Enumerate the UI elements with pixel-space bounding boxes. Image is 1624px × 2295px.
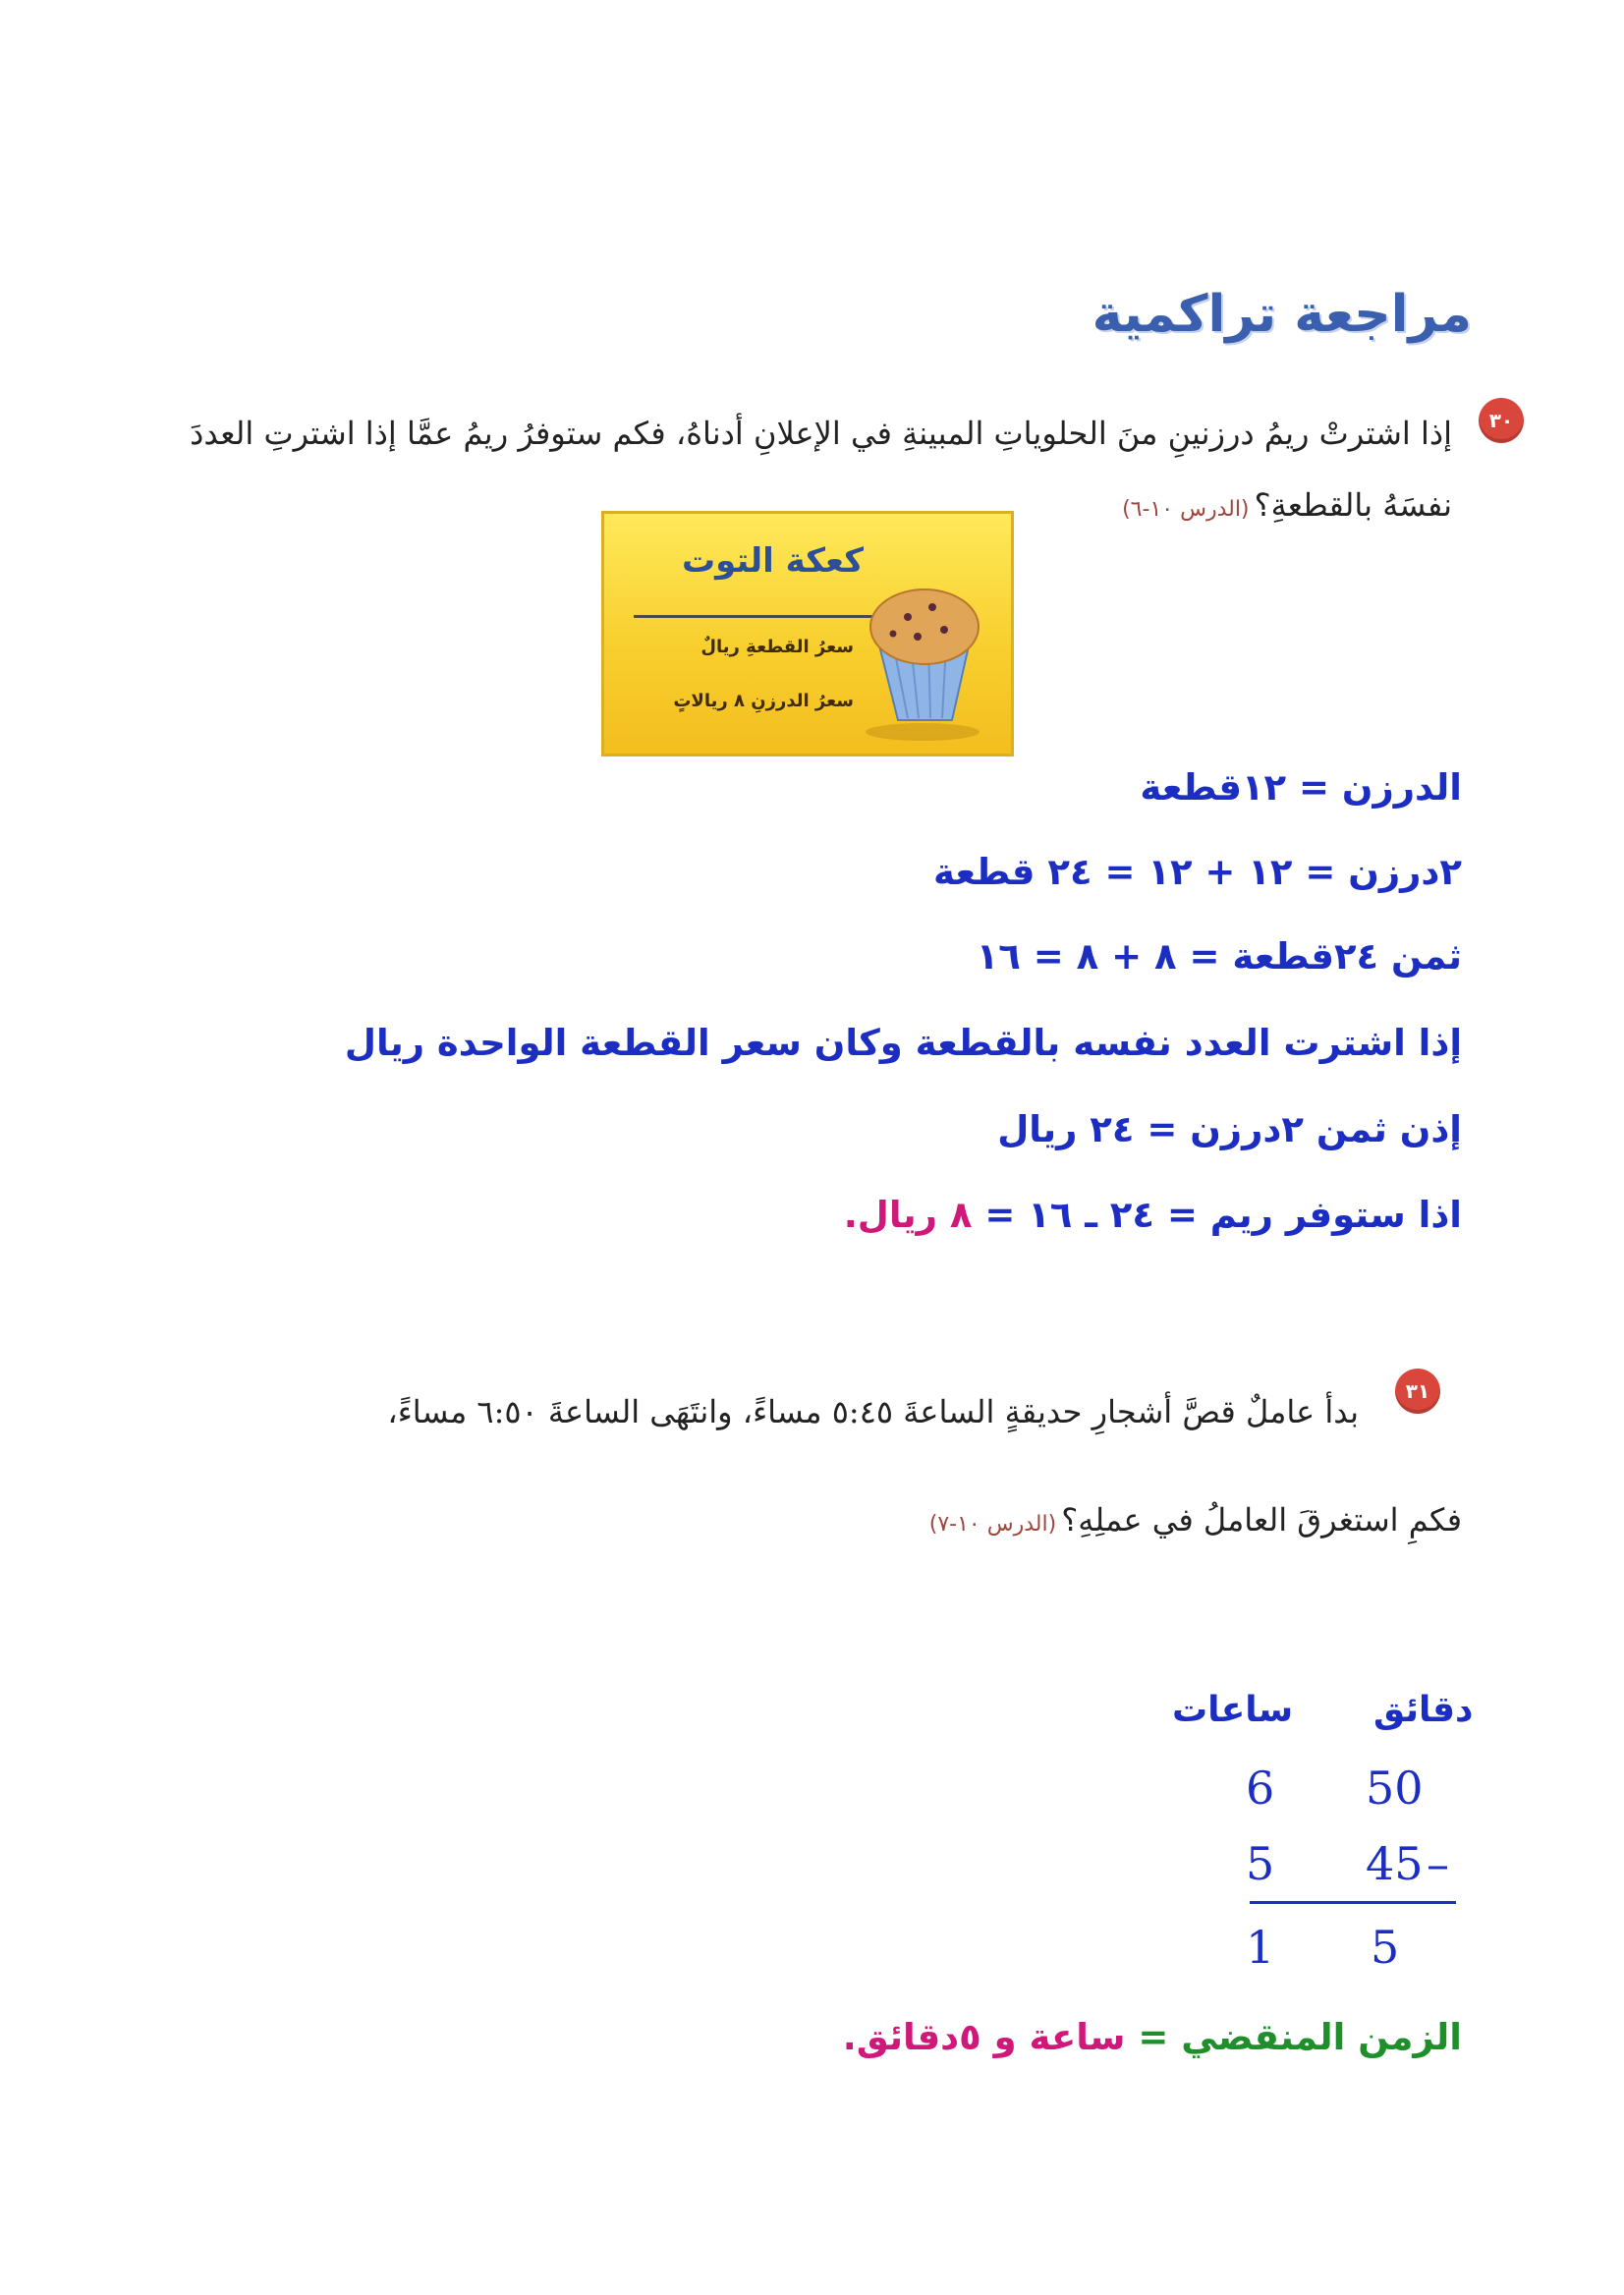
advertisement-card: [601, 511, 1014, 756]
column-header-hours: ساعات: [1172, 1690, 1294, 1730]
page-title: مراجعة تراكمية: [1092, 285, 1472, 344]
question-text-line: بدأ عاملٌ قصَّ أشجارِ حديقةٍ الساعةَ ٥:٤٥ مساءً، وانتَهَى الساعةَ ٦:٥٠ مساءً،: [387, 1393, 1359, 1430]
solution-line: إذن ثمن ٢درزن = ٢٤ ريال: [997, 1108, 1462, 1150]
question-text-line: [929, 1501, 1462, 1539]
solution-line: الدرزن = ١٢قطعة: [1140, 766, 1462, 809]
minutes-result: 5: [1371, 1921, 1400, 1974]
column-header-minutes: دقائق: [1373, 1690, 1474, 1730]
conclusion-expression: اذا ستوفر ريم = ٢٤ ـ ١٦ =: [984, 1194, 1462, 1236]
question-text: فكمِ استغرقَ العاملُ في عملِهِ؟: [1061, 1501, 1462, 1539]
question-number-badge: ٣٠: [1479, 398, 1524, 443]
minus-sign: –: [1427, 1837, 1449, 1890]
ad-price-piece: سعرُ القطعةِ ريالٌ: [700, 637, 854, 657]
muffin-icon: [854, 573, 991, 745]
conclusion-answer: ٨ ريال.: [843, 1194, 973, 1236]
ad-price-dozen: سعرُ الدرزنِ ٨ ريالاتٍ: [673, 691, 854, 711]
minutes-value: 45: [1366, 1837, 1424, 1890]
question-number-badge: ٣١: [1395, 1369, 1440, 1414]
hours-result: 1: [1246, 1921, 1275, 1974]
solution-line: ثمن ٢٤قطعة = ٨ + ٨ = ١٦: [976, 935, 1462, 978]
hours-value: 6: [1246, 1762, 1275, 1815]
solution-conclusion: [844, 1194, 1462, 1236]
ad-divider: [634, 615, 879, 618]
solution-line: ٢درزن = ١٢ + ١٢ = ٢٤ قطعة: [932, 851, 1462, 893]
question-text-line: [1122, 486, 1452, 524]
solution-line: إذا اشترت العدد نفسه بالقطعة وكان سعر القطعة الواحدة ريال: [344, 1022, 1462, 1064]
question-text-line: إذا اشترتْ ريمُ درزنينِ منَ الحلوياتِ المبينةِ في الإعلانِ أدناهُ، فكم ستوفرُ ريمُ عمَّا إذا اشترتِ العددَ: [190, 415, 1452, 452]
elapsed-time-label: الزمن المنقضي =: [1138, 2016, 1462, 2058]
elapsed-time-conclusion: [843, 2016, 1462, 2058]
minutes-value: 50: [1366, 1762, 1424, 1815]
ad-title: كعكة التوت: [682, 541, 864, 581]
elapsed-time-answer: ساعة و ٥دقائق.: [842, 2016, 1126, 2058]
lesson-reference: (الدرس ١٠-٧): [928, 1512, 1057, 1537]
subtraction-line: [1250, 1901, 1456, 1904]
lesson-reference: (الدرس ١٠-٦): [1122, 497, 1250, 522]
hours-value: 5: [1246, 1837, 1275, 1890]
question-text: نفسَهُ بالقطعةِ؟: [1254, 486, 1452, 524]
